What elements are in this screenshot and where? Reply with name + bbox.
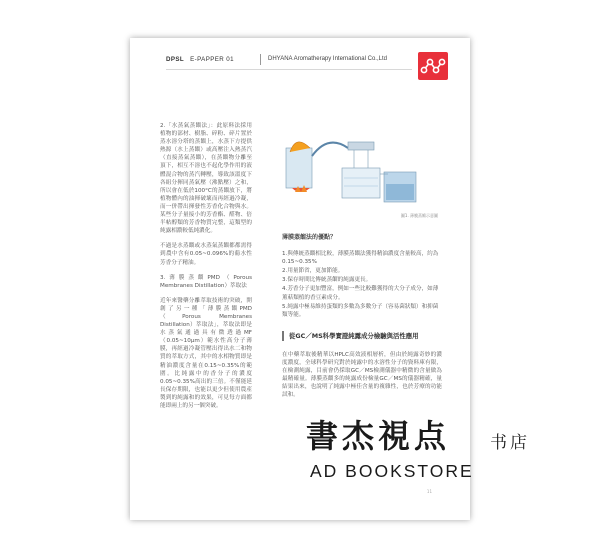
molecule-icon xyxy=(418,52,448,80)
header-rule xyxy=(166,69,412,70)
header-divider xyxy=(260,54,261,65)
list-item: 3.保存時間比傳統蒸餾的純露更長。 xyxy=(282,277,372,284)
paragraph: 2.「水蒸氣蒸餾法」：此原料法採用植物的部材、樹脂、碎粉、碎片置於蒸水溶分塔的蒸餾上，水蒸下方提供熱源（水上蒸餾）或高壓注入熱蒸汽（直接蒸氣蒸餾），在蒸餾物分離至頂下，相互不溶也不起化學作用的液體混合物的蒸汽轉壓，導致該溫度下各組分揮同蒸氣壓（沸點壓）之和，所以會在低於100°C的蒸餾放下，將植物體內的油揮破壞而再經過冷凝，而一併帶出揮發性芳香化合物與水。某些分子量接小的芳香酯、醛物、倍半帖醇類的芳香物質完整，這類型的純露相濃較低純濃化。 xyxy=(160,123,252,235)
list-item: 1.與傳統蒸餾相比較，薄膜蒸餾法獲得精油濃度含量較高，約為0.15~0.35% xyxy=(282,251,439,266)
company-name: DHYANA Aromatherapy International Co.,Ltd xyxy=(268,56,387,62)
section-body: 在中藥萃取後精華以HPLC高效液相層析，但由於純露奇妙的濃度濃度，全球科學研究對於純露中的水溶性分子的資料庫有限，在檢測純露，目前會仍採取GC／MS檢測儀器中精微的含量做為最精確量。薄膜蒸餾多的純露成份檢量GC／MS的儀器精確，量結果出來，也說明了純露中極佳含量的複雜性，也於芳療的功能試和。 xyxy=(282,351,442,399)
bookstore-watermark xyxy=(306,416,576,496)
distillation-illustration xyxy=(282,122,442,218)
advantages-list xyxy=(282,250,442,319)
page-number: 11 xyxy=(426,489,432,494)
distillation-diagram xyxy=(282,122,442,222)
page-header xyxy=(130,50,470,70)
list-item: 5.純露中極易維持蛋類的多數為多數分子（容易菌狀類）和抑菌類等能。 xyxy=(282,303,439,318)
paragraph: 不過是水蒸餾或水蒸氣蒸餾都都需得到農中含有0.05~0.096%的葡水性芳香分子精油。 xyxy=(160,243,252,266)
figure-caption: 圖1. 薄膜蒸餾示意圖 xyxy=(400,213,438,218)
section-title: 薄膜蒸餾法的優點？ xyxy=(282,234,337,241)
watermark-small: 书店 xyxy=(490,433,530,453)
paragraph-heading: 3.薄膜蒸餾PMD（Porous Membranes Distillation）萃取法 xyxy=(160,274,252,289)
right-column xyxy=(282,122,442,399)
series-label: DPSL xyxy=(166,56,185,63)
brand-logo xyxy=(418,52,448,80)
header-series xyxy=(166,56,234,63)
left-column xyxy=(160,122,252,417)
issue-label: E-PAPPER 01 xyxy=(190,56,234,63)
watermark-english: AD BOOKSTORE xyxy=(310,461,474,481)
list-item: 4.芳香分子更加豐富，例如一些比較難獲得的大分子成分，如薄薰萜類植的香豆素成分。 xyxy=(282,286,439,301)
paragraph: 近年來醫藥分離萃取技術的突破，開創了另一種「薄膜蒸餾PMD（Porous Membranes Distillation）萃取法」，萃取法即是水蒸氣通過具有微透過MF（0.05~10μm）範水性高分子薄膜，再經過冷凝管壓出得出水二和物質的萃取方式，其中的水相物質即是精油濃度含量在0.15~0.35%的範圍。比純露中的香分子的濃度0.05~0.35%高出的三倍。不僅能延長保存期限，也能以更少但使用農產製到的純露和的效果，可見每方面都能即兩上的另一個突破。 xyxy=(160,297,252,409)
watermark-chinese: 書杰視点 xyxy=(306,417,451,455)
section-heading: 從GC／MS科學實證純露成分檢驗與活性應用 xyxy=(282,331,442,341)
list-item: 2.用量節省，更加節能。 xyxy=(282,268,344,275)
